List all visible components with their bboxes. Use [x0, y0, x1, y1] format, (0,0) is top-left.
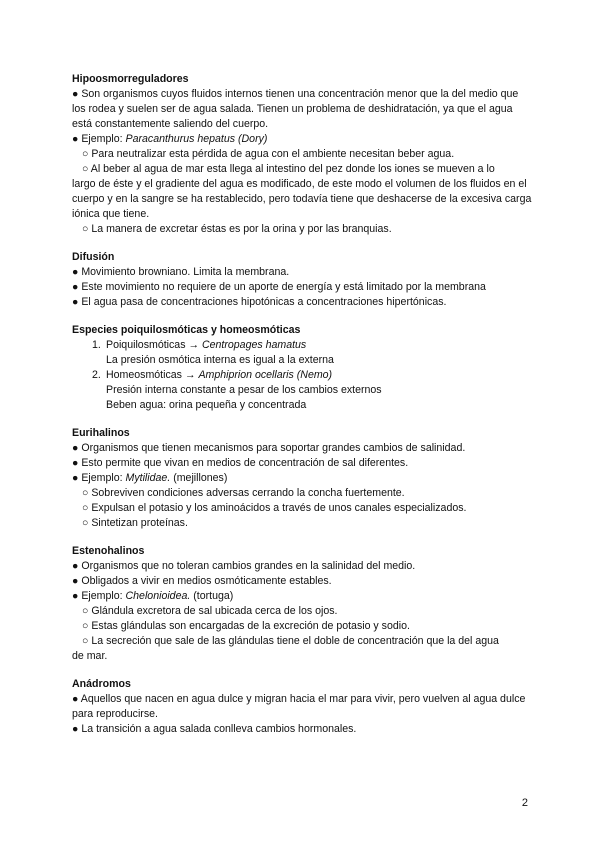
sub-bullet: ○ Estas glándulas son encargadas de la excreción de potasio y sodio. [82, 620, 410, 632]
numbered-item [72, 368, 532, 383]
section-difusion [72, 250, 532, 310]
species-name: Amphiprion ocellaris (Nemo) [198, 369, 333, 381]
sub-bullet: ○ Al beber al agua de mar esta llega al intestino del pez donde los iones se mueven a lo [82, 163, 495, 175]
sub-bullet: ○ Expulsan el potasio y los aminoácidos a través de unos canales especializados. [82, 502, 467, 514]
species-name: Mytilidae. [125, 472, 171, 484]
bullet: ● Aquellos que nacen en agua dulce y migran hacia el mar para vivir, pero vuelven al agua dulce para reproducirse. [72, 693, 526, 720]
section-title: Difusión [72, 251, 115, 263]
page-number: 2 [521, 797, 528, 809]
bullet: ● El agua pasa de concentraciones hipotónicas a concentraciones hipertónicas. [72, 296, 447, 308]
species-name: Paracanthurus hepatus (Dory) [125, 133, 268, 145]
sub-bullet: ○ La manera de excretar éstas es por la orina y por las branquias. [82, 223, 392, 235]
bullet: ● Esto permite que vivan en medios de concentración de sal diferentes. [72, 457, 409, 469]
example-prefix: ● Ejemplo: [72, 590, 126, 602]
sub-bullet-continuation: largo de éste y el gradiente del agua es modificado, de este modo el volumen de los fluidos en el cuerpo y en la sangre se ha restablecido, pero todavía tiene que deshacerse de la excesiva carga iónica que tiene. [72, 178, 532, 220]
bullet: ● Son organismos cuyos fluidos internos tienen una concentración menor que la del medio que los rodea y suelen ser de agua salada. Tienen un problema de deshidratación, ya que el agua está constantemente saliendo del cuerpo. [72, 88, 519, 130]
sub-bullet: ○ Sobreviven condiciones adversas cerrando la concha fuertemente. [82, 487, 405, 499]
bullet: ● Obligados a vivir en medios osmóticamente estables. [72, 575, 332, 587]
bullet-example [72, 589, 532, 604]
bullet: ● Organismos que no toleran cambios grandes en la salinidad del medio. [72, 560, 416, 572]
section-title: Hipoosmorreguladores [72, 73, 189, 85]
bullet: ● Este movimiento no requiere de un aporte de energía y está limitado por la membrana [72, 281, 486, 293]
bullet-example [72, 132, 532, 147]
sub-bullet: ○ Glándula excretora de sal ubicada cerca de los ojos. [82, 605, 338, 617]
item-description: Presión interna constante a pesar de los cambios externos [106, 384, 382, 396]
section-eurihalinos [72, 426, 532, 531]
section-title: Especies poiquilosmóticas y homeosmóticas [72, 324, 301, 336]
bullet: ● Movimiento browniano. Limita la membrana. [72, 266, 290, 278]
item-label: Homeosmóticas → [106, 369, 199, 381]
item-number: 1. [92, 339, 101, 351]
sub-bullet: ○ Para neutralizar esta pérdida de agua con el ambiente necesitan beber agua. [82, 148, 455, 160]
item-description: La presión osmótica interna es igual a la externa [106, 354, 334, 366]
document-page [72, 72, 532, 750]
section-especies [72, 323, 532, 413]
section-title: Eurihalinos [72, 427, 130, 439]
species-name: Chelonioidea. [125, 590, 191, 602]
bullet: ● La transición a agua salada conlleva cambios hormonales. [72, 723, 357, 735]
example-prefix: ● Ejemplo: [72, 472, 126, 484]
sub-bullet: ○ Sintetizan proteínas. [82, 517, 188, 529]
item-description: Beben agua: orina pequeña y concentrada [106, 399, 307, 411]
example-prefix: ● Ejemplo: [72, 133, 126, 145]
item-number: 2. [92, 369, 101, 381]
bullet-example [72, 471, 532, 486]
numbered-item [72, 338, 532, 353]
section-title: Anádromos [72, 678, 131, 690]
section-title: Estenohalinos [72, 545, 145, 557]
section-anadromos [72, 677, 532, 737]
section-estenohalinos [72, 544, 532, 664]
section-hipoosmorreguladores [72, 72, 532, 237]
sub-bullet-continuation: de mar. [72, 650, 108, 662]
bullet: ● Organismos que tienen mecanismos para soportar grandes cambios de salinidad. [72, 442, 466, 454]
example-suffix: (mejillones) [170, 472, 228, 484]
example-suffix: (tortuga) [190, 590, 234, 602]
item-label: Poiquilosmóticas → [106, 339, 202, 351]
species-name: Centropages hamatus [201, 339, 307, 351]
sub-bullet: ○ La secreción que sale de las glándulas tiene el doble de concentración que la del agua [82, 635, 499, 647]
